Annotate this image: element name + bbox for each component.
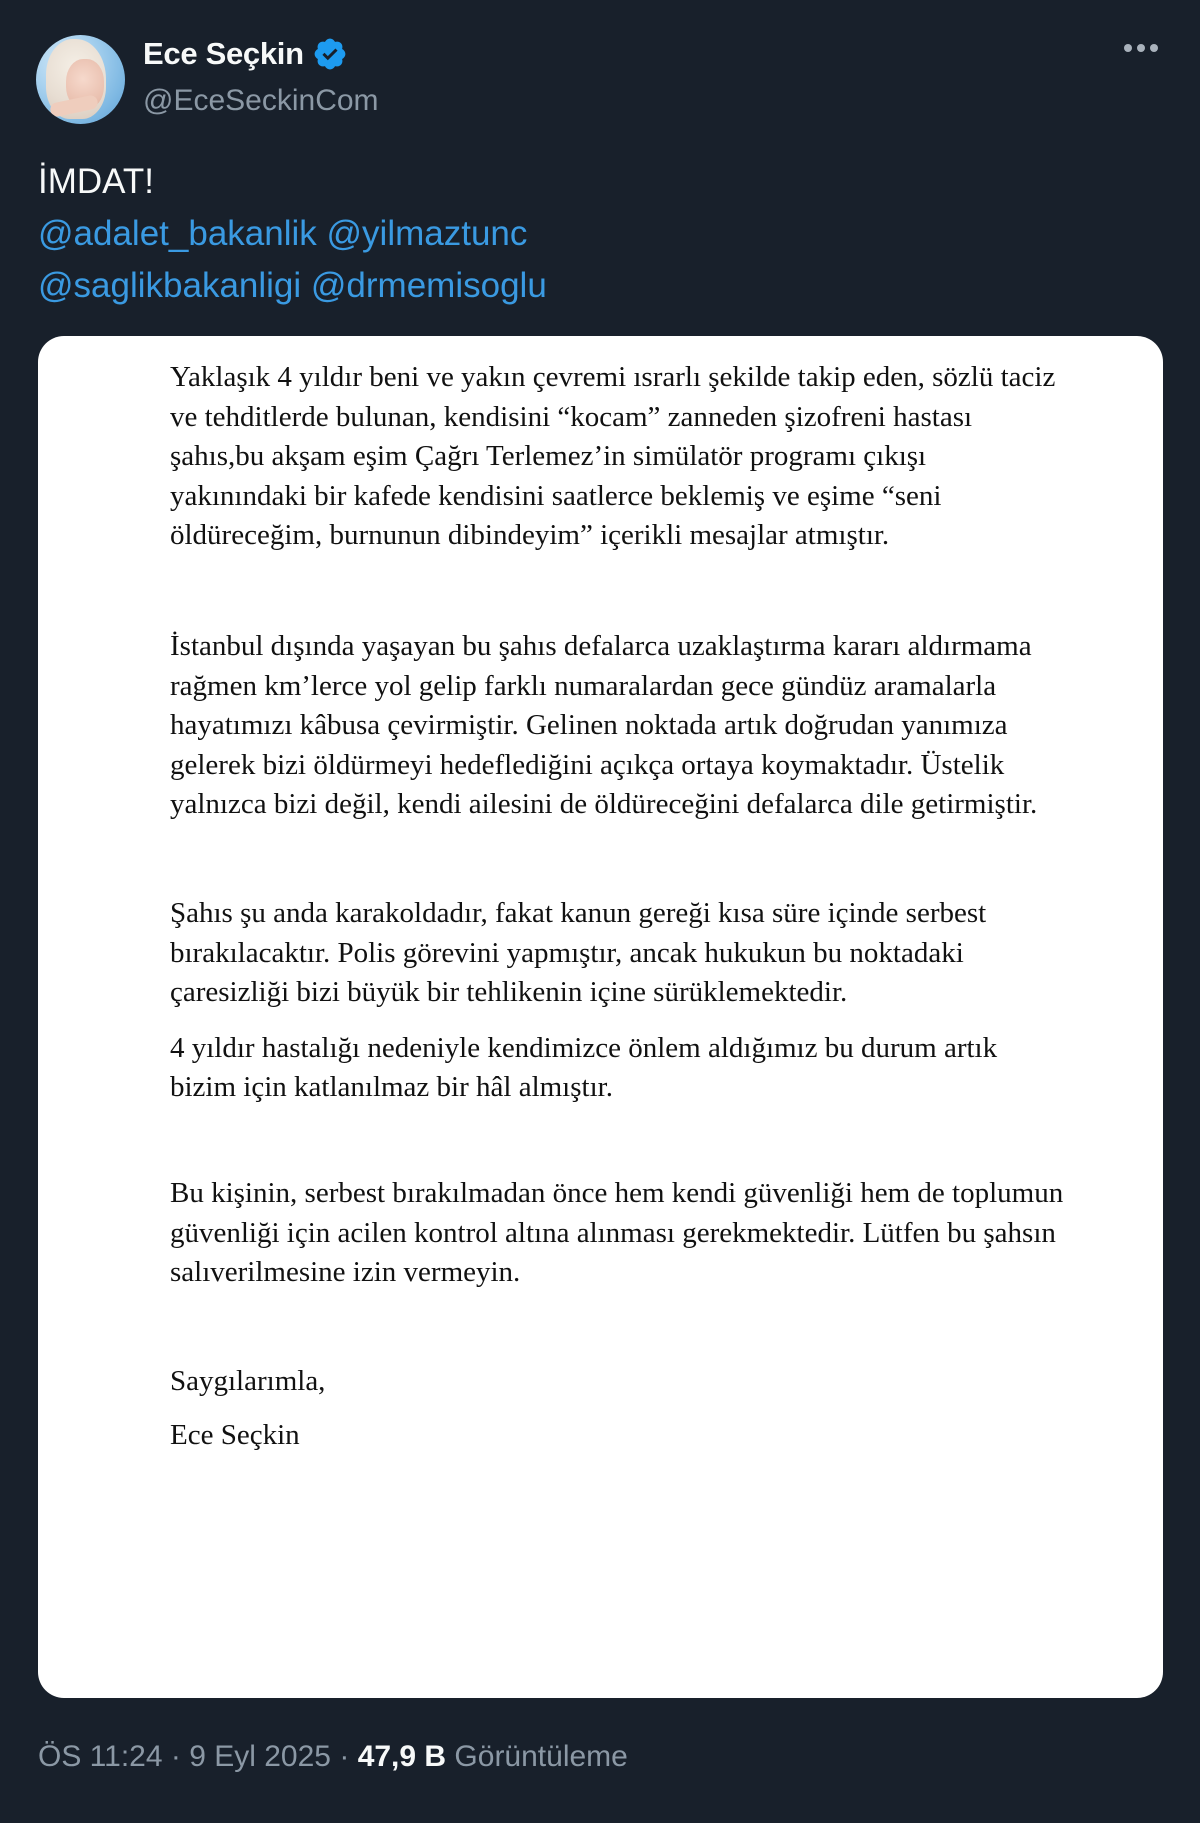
author-display-name[interactable]: Ece Seçkin	[143, 36, 304, 71]
author-name-row	[143, 36, 348, 72]
tweet-meta	[38, 1740, 628, 1774]
mention-link[interactable]: @drmemisoglu	[310, 266, 547, 305]
mention-link[interactable]: @saglikbakanligi	[38, 266, 302, 305]
mention-link[interactable]: @yilmaztunc	[326, 214, 528, 253]
views-count: 47,9 B	[357, 1740, 447, 1773]
letter-paragraph: Şahıs şu anda karakoldadır, fakat kanun gereği kısa süre içinde serbest bırakılacaktır. Polis görevini yapmıştır, ancak hukukun bu noktadaki çaresizliği bizi büyük bir tehlikenin içine sürüklemektedir.	[170, 896, 987, 1009]
letter-paragraph: Bu kişinin, serbest bırakılmadan önce hem kendi güvenliği hem de toplumun güvenliği için acilen kontrol altına alınması gerekmektedir. Lütfen bu şahsın salıverilmesine izin vermeyin.	[170, 1176, 1064, 1289]
mentions-line-2	[38, 260, 547, 312]
avatar[interactable]	[36, 35, 125, 124]
letter-paragraph: İstanbul dışında yaşayan bu şahıs defalarca uzaklaştırma kararı aldırmama rağmen km’lerce yol gelip farklı numaralardan gece gündüz aramalarla hayatımızı kâbusa çevirmiştir. Gelinen noktada artık doğrudan yanımıza gelerek bizi öldürmeyi hedeflediğini açıkça ortaya koymaktadır. Üstelik yalnızca bizi değil, kendi ailesini de öldüreceğini defalarca dile getirmiştir.	[170, 629, 1038, 821]
attached-image[interactable]	[38, 336, 1163, 1698]
views-label: Görüntüleme	[454, 1740, 628, 1773]
letter-paragraph: Yaklaşık 4 yıldır beni ve yakın çevremi ısrarlı şekilde takip eden, sözlü taciz ve tehditlerde bulunan, kendisini “kocam” zanneden şizofreni hastası şahıs,bu akşam eşim Çağrı Terlemez’in simülatör programı çıkışı yakınındaki bir kafede kendisini saatlerce beklemiş ve eşime “seni öldüreceğim, burnunun dibindeyim” içerikli mesajlar atmıştır.	[170, 361, 1056, 552]
tweet-main-text: İMDAT!	[38, 162, 155, 201]
letter-text	[170, 358, 1070, 1456]
tweet-text	[38, 156, 547, 312]
verified-badge-icon[interactable]	[312, 36, 348, 72]
more-options-button[interactable]	[1124, 44, 1158, 52]
separator: ·	[170, 1740, 181, 1773]
mentions-line-1	[38, 208, 547, 260]
letter-closing: Saygılarımla,	[170, 1364, 326, 1397]
more-horizontal-icon	[1124, 44, 1132, 52]
letter-paragraph: 4 yıldır hastalığı nedeniyle kendimizce önlem aldığımız bu durum artık bizim için katlanılmaz bir hâl almıştır.	[170, 1031, 998, 1104]
more-horizontal-icon	[1137, 44, 1145, 52]
mention-link[interactable]: @adalet_bakanlik	[38, 214, 317, 253]
tweet-date[interactable]: 9 Eyl 2025	[189, 1740, 331, 1773]
author-handle[interactable]: @EceSeckinCom	[143, 84, 379, 117]
tweet-time[interactable]: ÖS 11:24	[38, 1740, 163, 1773]
more-horizontal-icon	[1150, 44, 1158, 52]
letter-signature: Ece Seçkin	[170, 1419, 300, 1452]
separator: ·	[339, 1740, 350, 1773]
